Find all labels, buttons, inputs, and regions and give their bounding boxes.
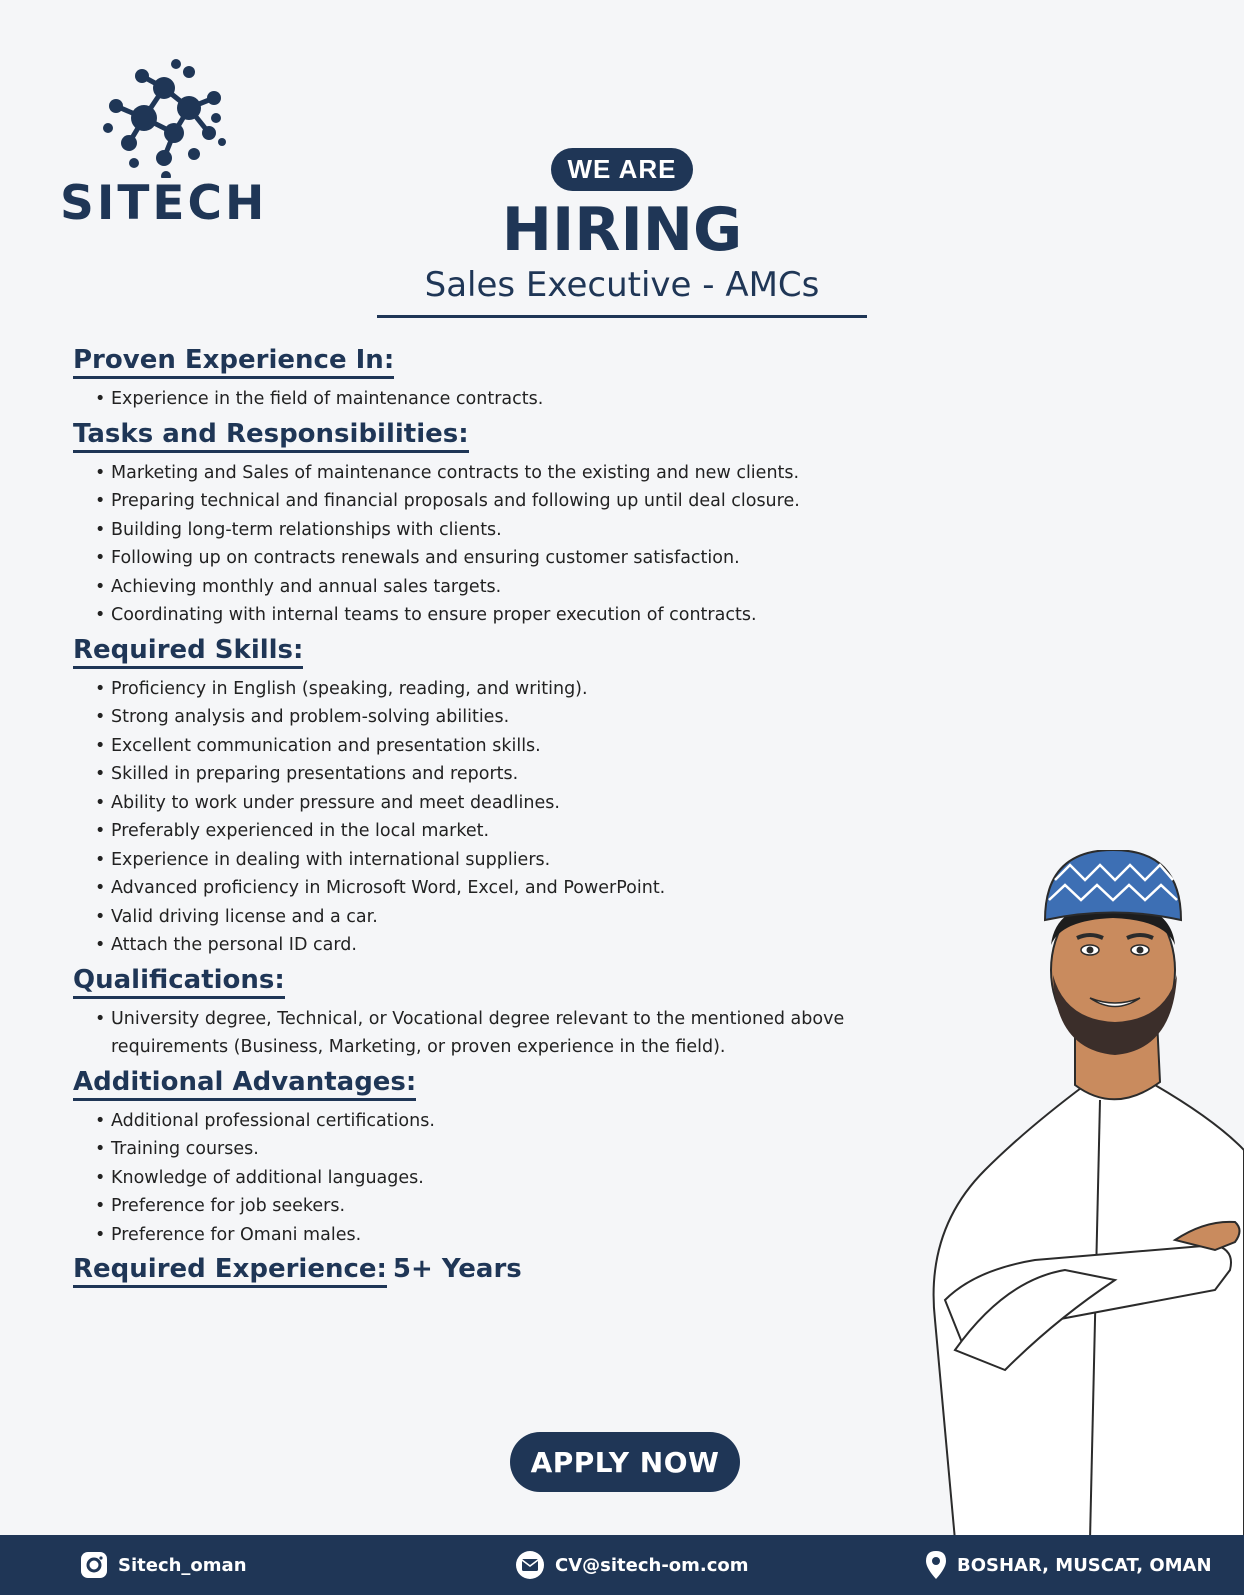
section-qualifications <box>73 964 933 1062</box>
list-item: • Additional professional certifications. <box>95 1107 933 1136</box>
location-text: BOSHAR, MUSCAT, OMAN <box>957 1554 1212 1576</box>
list-item: • Valid driving license and a car. <box>95 903 933 932</box>
list-item: • Achieving monthly and annual sales targets. <box>95 573 933 602</box>
section-title: Tasks and Responsibilities: <box>73 418 469 453</box>
section-title: Qualifications: <box>73 964 285 999</box>
brand-name: SITECH <box>60 176 268 231</box>
instagram-icon <box>80 1551 108 1579</box>
we-are-badge: WE ARE <box>551 148 692 191</box>
apply-now-button[interactable]: APPLY NOW <box>510 1432 740 1492</box>
list-item: • Building long-term relationships with clients. <box>95 516 933 545</box>
list-item: • Coordinating with internal teams to ensure proper execution of contracts. <box>95 601 933 630</box>
omani-man-illustration <box>915 850 1244 1540</box>
hero <box>0 148 1244 318</box>
job-details <box>73 344 933 1288</box>
list-item: • Knowledge of additional languages. <box>95 1164 933 1193</box>
section-proven-experience <box>73 344 933 414</box>
section-title: Additional Advantages: <box>73 1066 416 1101</box>
mail-icon <box>515 1550 545 1580</box>
section-title: Proven Experience In: <box>73 344 394 379</box>
list-item: • Preparing technical and financial proposals and following up until deal closure. <box>95 487 933 516</box>
list-item: • Marketing and Sales of maintenance contracts to the existing and new clients. <box>95 459 933 488</box>
list-item: • Following up on contracts renewals and ensuring customer satisfaction. <box>95 544 933 573</box>
list-item: • Excellent communication and presentation skills. <box>95 732 933 761</box>
email-address: CV@sitech-om.com <box>555 1554 749 1576</box>
section-additional-advantages <box>73 1066 933 1250</box>
required-experience-label: Required Experience: <box>73 1253 387 1288</box>
list-item: • Preferably experienced in the local market. <box>95 817 933 846</box>
hiring-headline: HIRING <box>501 195 743 265</box>
list-item: • Ability to work under pressure and meet deadlines. <box>95 789 933 818</box>
footer <box>0 1535 1244 1595</box>
location-pin-icon <box>925 1550 947 1580</box>
list-item: • Experience in the field of maintenance contracts. <box>95 385 933 414</box>
section-required-skills <box>73 634 933 960</box>
required-experience-value: 5+ Years <box>392 1254 522 1284</box>
section-tasks <box>73 418 933 630</box>
list-item: • Strong analysis and problem-solving abilities. <box>95 703 933 732</box>
list-item: • University degree, Technical, or Vocational degree relevant to the mentioned above requirements (Business, Marketing, or proven experience in the field). <box>95 1005 933 1062</box>
instagram-handle: Sitech_oman <box>118 1554 247 1576</box>
list-item: • Preference for Omani males. <box>95 1221 933 1250</box>
footer-email[interactable] <box>515 1535 749 1595</box>
section-title: Required Skills: <box>73 634 303 669</box>
list-item: • Experience in dealing with international suppliers. <box>95 846 933 875</box>
list-item: • Skilled in preparing presentations and reports. <box>95 760 933 789</box>
list-item: • Preference for job seekers. <box>95 1192 933 1221</box>
list-item: • Advanced proficiency in Microsoft Word, Excel, and PowerPoint. <box>95 874 933 903</box>
list-item: • Proficiency in English (speaking, reading, and writing). <box>95 675 933 704</box>
footer-instagram[interactable] <box>80 1535 247 1595</box>
job-title: Sales Executive - AMCs <box>377 263 868 318</box>
required-experience <box>73 1253 933 1288</box>
footer-location <box>925 1535 1212 1595</box>
list-item: • Attach the personal ID card. <box>95 931 933 960</box>
list-item: • Training courses. <box>95 1135 933 1164</box>
